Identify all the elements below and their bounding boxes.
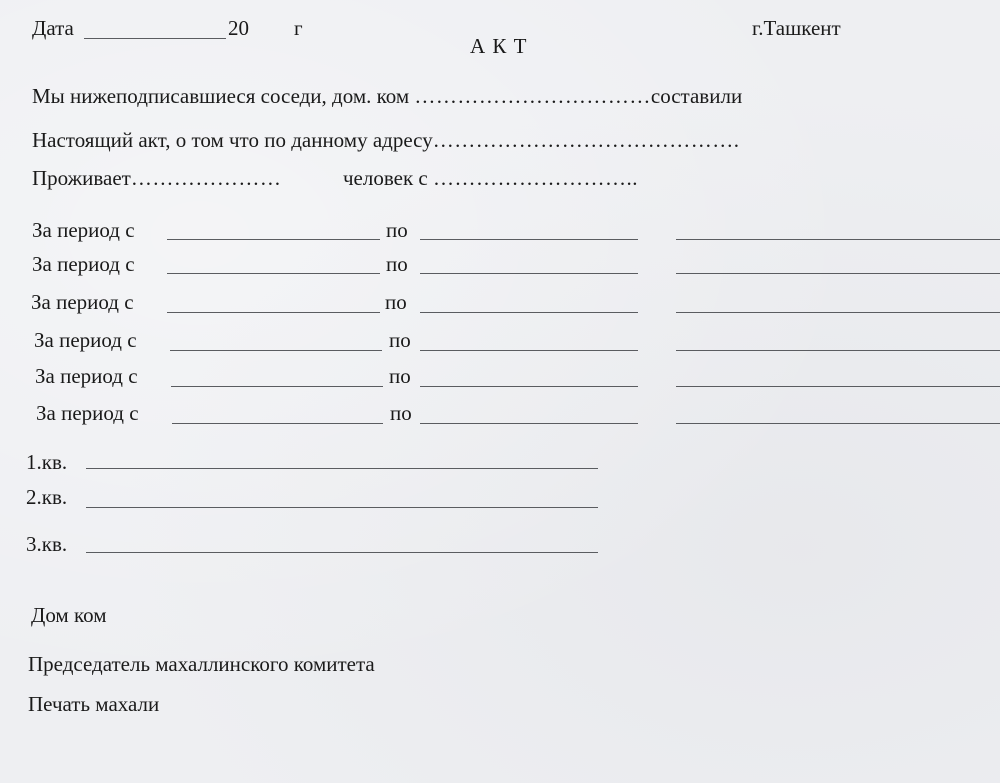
residence-since-field[interactable]: ……………………….. bbox=[433, 166, 638, 190]
house-committee-field[interactable]: …………………………… bbox=[414, 84, 651, 108]
period-to-field[interactable] bbox=[420, 312, 638, 313]
period-from-field[interactable] bbox=[167, 273, 380, 274]
year-suffix: г bbox=[294, 16, 303, 40]
period-from-field[interactable] bbox=[170, 350, 382, 351]
mahalla-chairman-signature-label: Председатель махаллинского комитета bbox=[28, 652, 375, 676]
residents-count-field[interactable]: ………………… bbox=[130, 166, 282, 190]
address-field[interactable]: ……………………………………. bbox=[432, 128, 740, 152]
year-prefix: 20 bbox=[228, 16, 249, 40]
mahalla-stamp-label: Печать махали bbox=[28, 692, 160, 716]
period-to-label: по bbox=[386, 218, 408, 242]
period-to-field[interactable] bbox=[420, 423, 638, 424]
period-note-field[interactable] bbox=[676, 312, 1000, 313]
period-to-label: по bbox=[389, 328, 411, 352]
intro-line-1 bbox=[32, 84, 742, 108]
apartment-field[interactable] bbox=[86, 552, 598, 553]
period-from-label: За период с bbox=[36, 401, 139, 425]
period-note-field[interactable] bbox=[676, 239, 1000, 240]
apartment-label: 1.кв. bbox=[26, 450, 68, 474]
intro-line-3 bbox=[32, 166, 281, 190]
date-field[interactable] bbox=[84, 18, 226, 39]
period-to-field[interactable] bbox=[420, 350, 638, 351]
period-note-field[interactable] bbox=[676, 423, 1000, 424]
intro-line-3-continued bbox=[343, 166, 638, 190]
period-from-label: За период с bbox=[35, 364, 138, 388]
period-note-field[interactable] bbox=[676, 350, 1000, 351]
document-title: А К Т bbox=[470, 34, 528, 58]
period-note-field[interactable] bbox=[676, 273, 1000, 274]
period-to-label: по bbox=[386, 252, 408, 276]
period-to-field[interactable] bbox=[420, 239, 638, 240]
period-note-field[interactable] bbox=[676, 386, 1000, 387]
city-label: г.Ташкент bbox=[752, 16, 841, 40]
period-from-field[interactable] bbox=[167, 239, 380, 240]
period-from-label: За период с bbox=[32, 218, 135, 242]
date-label: Дата bbox=[32, 16, 74, 40]
apartment-label: 3.кв. bbox=[26, 532, 68, 556]
period-to-label: по bbox=[389, 364, 411, 388]
apartment-label: 2.кв. bbox=[26, 485, 68, 509]
period-from-label: За период с bbox=[31, 290, 134, 314]
period-from-label: За период с bbox=[32, 252, 135, 276]
period-from-field[interactable] bbox=[171, 386, 383, 387]
intro-line-3-mid: человек с bbox=[343, 166, 428, 190]
intro-line-2 bbox=[32, 128, 739, 152]
intro-line-3-text: Проживает bbox=[32, 166, 131, 190]
intro-line-1-end: составили bbox=[650, 84, 743, 108]
period-from-label: За период с bbox=[34, 328, 137, 352]
period-to-field[interactable] bbox=[420, 273, 638, 274]
intro-line-1-text: Мы нижеподписавшиеся соседи, дом. ком bbox=[32, 84, 410, 108]
period-to-field[interactable] bbox=[420, 386, 638, 387]
apartment-field[interactable] bbox=[86, 468, 598, 469]
apartment-field[interactable] bbox=[86, 507, 598, 508]
period-from-field[interactable] bbox=[167, 312, 380, 313]
period-from-field[interactable] bbox=[172, 423, 383, 424]
house-committee-signature-label: Дом ком bbox=[31, 603, 107, 627]
period-to-label: по bbox=[385, 290, 407, 314]
period-to-label: по bbox=[390, 401, 412, 425]
intro-line-2-text: Настоящий акт, о том что по данному адресу bbox=[32, 128, 433, 152]
